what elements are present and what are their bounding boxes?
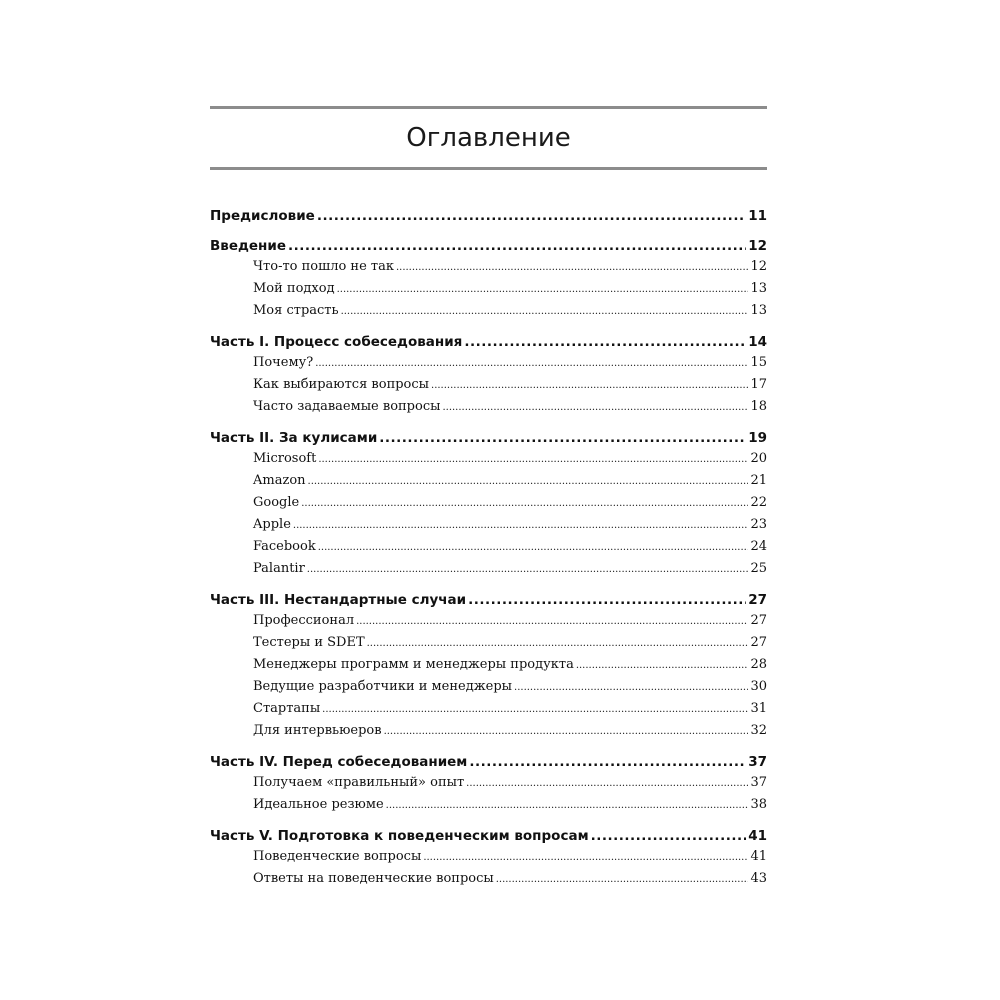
subsection-title: Идеальное резюме — [253, 797, 384, 812]
toc-subsection-entry[interactable] — [210, 720, 767, 742]
toc-section — [210, 236, 767, 322]
toc-subsection-entry[interactable] — [210, 278, 767, 300]
subsection-title: Google — [253, 495, 300, 510]
toc-section — [210, 206, 767, 226]
dot-leader — [322, 699, 748, 721]
toc-list — [210, 206, 767, 890]
toc-chapter-entry[interactable] — [210, 826, 767, 846]
subsection-title: Получаем «правильный» опыт — [253, 775, 465, 790]
subsection-page-number: 13 — [750, 303, 767, 318]
toc-subsection-entry[interactable] — [210, 698, 767, 720]
subsection-title: Как выбираются вопросы — [253, 377, 430, 392]
toc-chapter-entry[interactable] — [210, 332, 767, 352]
chapter-page-number: 27 — [748, 592, 767, 608]
dot-leader — [367, 633, 749, 655]
chapter-title: Введение — [210, 238, 286, 254]
toc-section — [210, 752, 767, 816]
dot-leader — [301, 493, 748, 515]
toc-subsection-entry[interactable] — [210, 676, 767, 698]
toc-chapter-entry[interactable] — [210, 752, 767, 772]
toc-subsection-entry[interactable] — [210, 300, 767, 322]
subsection-title: Ведущие разработчики и менеджеры — [253, 679, 513, 694]
subsection-page-number: 30 — [750, 679, 767, 694]
toc-subsection-entry[interactable] — [210, 794, 767, 816]
subsection-page-number: 17 — [750, 377, 767, 392]
subsection-title: Почему? — [253, 355, 314, 370]
subsection-page-number: 38 — [750, 797, 767, 812]
chapter-title: Часть III. Нестандартные случаи — [210, 592, 467, 608]
chapter-page-number: 41 — [748, 828, 767, 844]
dot-leader — [496, 869, 749, 891]
subsection-page-number: 18 — [750, 399, 767, 414]
subsection-page-number: 41 — [750, 849, 767, 864]
dot-leader — [591, 826, 747, 846]
subsection-title: Apple — [253, 517, 291, 532]
page-title: Оглавление — [406, 123, 571, 153]
dot-leader — [318, 537, 749, 559]
toc-section — [210, 428, 767, 580]
dot-leader — [356, 611, 748, 633]
chapter-title: Часть IV. Перед собеседованием — [210, 754, 468, 770]
dot-leader — [317, 206, 746, 226]
subsection-page-number: 25 — [750, 561, 767, 576]
subsection-page-number: 21 — [750, 473, 767, 488]
toc-subsection-entry[interactable] — [210, 558, 767, 580]
toc-subsection-entry[interactable] — [210, 492, 767, 514]
subsection-page-number: 37 — [750, 775, 767, 790]
subsection-title: Мой подход — [253, 281, 335, 296]
chapter-page-number: 14 — [748, 334, 767, 350]
dot-leader — [466, 773, 748, 795]
toc-subsection-entry[interactable] — [210, 632, 767, 654]
subsection-page-number: 24 — [750, 539, 767, 554]
subsection-title: Facebook — [253, 539, 316, 554]
toc-chapter-entry[interactable] — [210, 590, 767, 610]
subsection-title: Что-то пошло не так — [253, 259, 394, 274]
toc-section — [210, 826, 767, 890]
toc-page — [210, 106, 767, 900]
toc-subsection-entry[interactable] — [210, 256, 767, 278]
subsection-title: Поведенческие вопросы — [253, 849, 422, 864]
toc-subsection-entry[interactable] — [210, 536, 767, 558]
subsection-page-number: 22 — [750, 495, 767, 510]
dot-leader — [384, 721, 749, 743]
toc-subsection-entry[interactable] — [210, 868, 767, 890]
toc-subsection-entry[interactable] — [210, 352, 767, 374]
dot-leader — [442, 397, 748, 419]
subsection-title: Palantir — [253, 561, 305, 576]
dot-leader — [379, 428, 746, 448]
subsection-title: Стартапы — [253, 701, 321, 716]
toc-chapter-entry[interactable] — [210, 206, 767, 226]
chapter-title: Часть V. Подготовка к поведенческим вопросам — [210, 828, 589, 844]
subsection-title: Часто задаваемые вопросы — [253, 399, 441, 414]
dot-leader — [514, 677, 748, 699]
subsection-title: Microsoft — [253, 451, 317, 466]
bottom-rule — [210, 167, 767, 170]
dot-leader — [431, 375, 748, 397]
toc-subsection-entry[interactable] — [210, 470, 767, 492]
chapter-page-number: 37 — [748, 754, 767, 770]
dot-leader — [318, 449, 748, 471]
dot-leader — [308, 471, 749, 493]
chapter-title: Часть I. Процесс собеседования — [210, 334, 463, 350]
dot-leader — [337, 279, 749, 301]
toc-chapter-entry[interactable] — [210, 428, 767, 448]
subsection-page-number: 43 — [750, 871, 767, 886]
subsection-page-number: 32 — [750, 723, 767, 738]
dot-leader — [288, 236, 746, 256]
subsection-title: Менеджеры программ и менеджеры продукта — [253, 657, 574, 672]
toc-subsection-entry[interactable] — [210, 396, 767, 418]
toc-section — [210, 590, 767, 742]
toc-subsection-entry[interactable] — [210, 514, 767, 536]
subsection-page-number: 15 — [750, 355, 767, 370]
subsection-title: Профессионал — [253, 613, 355, 628]
toc-chapter-entry[interactable] — [210, 236, 767, 256]
dot-leader — [464, 332, 746, 352]
dot-leader — [468, 590, 746, 610]
subsection-page-number: 31 — [750, 701, 767, 716]
toc-subsection-entry[interactable] — [210, 448, 767, 470]
chapter-title: Предисловие — [210, 208, 315, 224]
dot-leader — [396, 257, 748, 279]
toc-subsection-entry[interactable] — [210, 772, 767, 794]
toc-subsection-entry[interactable] — [210, 610, 767, 632]
toc-section — [210, 332, 767, 418]
dot-leader — [386, 795, 749, 817]
subsection-title: Amazon — [253, 473, 306, 488]
chapter-page-number: 11 — [748, 208, 767, 224]
subsection-page-number: 23 — [750, 517, 767, 532]
subsection-page-number: 20 — [750, 451, 767, 466]
subsection-page-number: 13 — [750, 281, 767, 296]
toc-subsection-entry[interactable] — [210, 654, 767, 676]
dot-leader — [341, 301, 749, 323]
chapter-page-number: 19 — [748, 430, 767, 446]
dot-leader — [293, 515, 749, 537]
subsection-page-number: 12 — [750, 259, 767, 274]
chapter-page-number: 12 — [748, 238, 767, 254]
dot-leader — [423, 847, 748, 869]
dot-leader — [469, 752, 746, 772]
subsection-title: Для интервьюеров — [253, 723, 382, 738]
subsection-title: Ответы на поведенческие вопросы — [253, 871, 494, 886]
chapter-title: Часть II. За кулисами — [210, 430, 378, 446]
toc-subsection-entry[interactable] — [210, 374, 767, 396]
subsection-page-number: 28 — [750, 657, 767, 672]
subsection-title: Моя страсть — [253, 303, 339, 318]
toc-subsection-entry[interactable] — [210, 846, 767, 868]
dot-leader — [576, 655, 749, 677]
subsection-page-number: 27 — [750, 613, 767, 628]
dot-leader — [307, 559, 749, 581]
subsection-page-number: 27 — [750, 635, 767, 650]
subsection-title: Тестеры и SDET — [253, 635, 365, 650]
dot-leader — [315, 353, 748, 375]
